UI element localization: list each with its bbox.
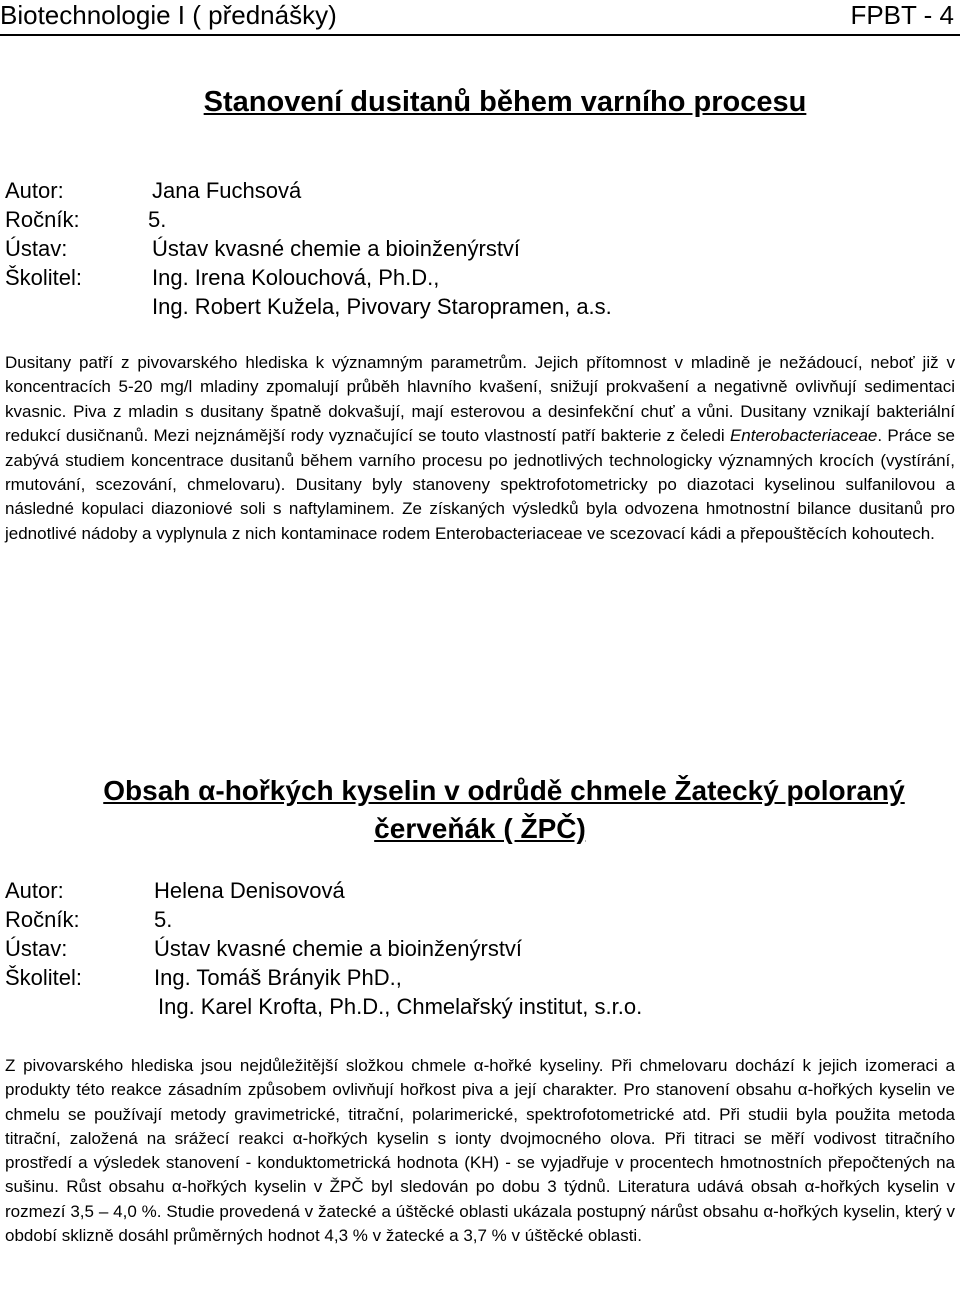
meta-value: Ústav kvasné chemie a bioinženýrství	[154, 936, 523, 961]
page-header	[0, 0, 960, 36]
meta-label: Autor:	[5, 878, 64, 903]
abstract-italic-term: Enterobacteriaceae	[729, 426, 878, 446]
meta-value: 5.	[148, 207, 167, 232]
article2-abstract: Z pivovarského hlediska jsou nejdůležitější složkou chmele α-hořké kyseliny. Při chmelovaru dochází k jejich izomeraci a produkty této reakce zásadním způsobem ovlivňují hořkost piva a její charakter. Pro stanovení obsahu α-hořkých kyselin ve chmelu se používají metody gravimetrické, titrační, polarimerické, spektrofotometrické atd. Při studii byla použita metoda titrační, založená na srážecí reakci α-hořkých kyselin s ionty dvojmocného olova. Při titraci se měří vodivost titračního prostředí a výsledek stanovení - konduktometrická hodnota (KH) - se vyjadřuje v procentech hmotnostních přepočtených na sušinu. Růst obsahu α-hořkých kyselin v ŽPČ byl sledován po dobu 3 týdnů. Literatura udává obsah α-hořkých kyselin v rozmezí 3,5 – 4,0 %. Studie provedená v žatecké a úštěcké oblasti ukázala postupný nárůst obsahu α-hořkých kyselin, který v období sklizně dosáhl průměrných hodnot 4,3 % v žatecké a 3,7 % v úštěcké oblasti.	[5, 1056, 955, 1246]
meta-label: Školitel:	[5, 965, 83, 990]
meta-value: Helena Denisovová	[154, 878, 345, 903]
meta-label: Školitel:	[5, 265, 83, 290]
meta-value: 5.	[154, 907, 173, 932]
section-code: FPBT - 4	[850, 0, 954, 30]
meta-label: Ústav:	[5, 936, 68, 961]
meta-value: Ing. Irena Kolouchová, Ph.D.,	[152, 265, 440, 290]
meta-value: Ing. Robert Kužela, Pivovary Staropramen, a.s.	[152, 294, 612, 319]
article1-abstract	[5, 351, 955, 546]
meta-label: Ročník:	[5, 207, 80, 232]
article2-title-line1: Obsah α-hořkých kyselin v odrůdě chmele Žatecký poloraný	[103, 775, 905, 806]
course-title: Biotechnologie I ( přednášky)	[0, 0, 337, 30]
article2-title-line2: červeňák ( ŽPČ)	[374, 813, 586, 844]
meta-label: Ústav:	[5, 236, 68, 261]
meta-label: Ročník:	[5, 907, 80, 932]
meta-label: Autor:	[5, 178, 64, 203]
abstract-text: . Práce se zabývá studiem koncentrace dusitanů během varního procesu po jednotlivých technologicky významných krocích (vystírání, rmutování, scezování, chmelovaru). Dusitany byly stanoveny spektrofotometricky po diazotaci kyselinou sulfanilovou a následné kopulaci diazoniové soli s naftylaminem. Ze získaných výsledků byla odvozena hmotnostní bilance dusitanů pro jednotlivé nádoby a vyplynula z nich kontaminace rodem Enterobacteriaceae ve scezovací kádi a přepouštěcích kohoutech.	[5, 426, 955, 543]
meta-value: Ing. Tomáš Brányik PhD.,	[154, 965, 402, 990]
meta-value: Ústav kvasné chemie a bioinženýrství	[152, 236, 521, 261]
meta-value: Ing. Karel Krofta, Ph.D., Chmelařský institut, s.r.o.	[158, 994, 643, 1019]
meta-value: Jana Fuchsová	[152, 178, 302, 203]
abstract-text: Dusitany patří z pivovarského hlediska k významným parametrům. Jejich přítomnost v mladině je nežádoucí, neboť již v koncentracích 5-20 mg/l mladiny zpomalují průběh hlavního kvašení, snižují prokvašení a negativně ovlivňují sedimentaci kvasnic. Piva z mladin s dusitany špatně dokvašují, mají esterovou a desinfekční chuť a vůni. Dusitany vznikají bakteriální redukcí dusičnanů. Mezi nejznámější rody vyznačující se touto vlastností patří bakterie z čeledi	[5, 353, 955, 446]
article1-title: Stanovení dusitanů během varního procesu	[203, 86, 807, 118]
